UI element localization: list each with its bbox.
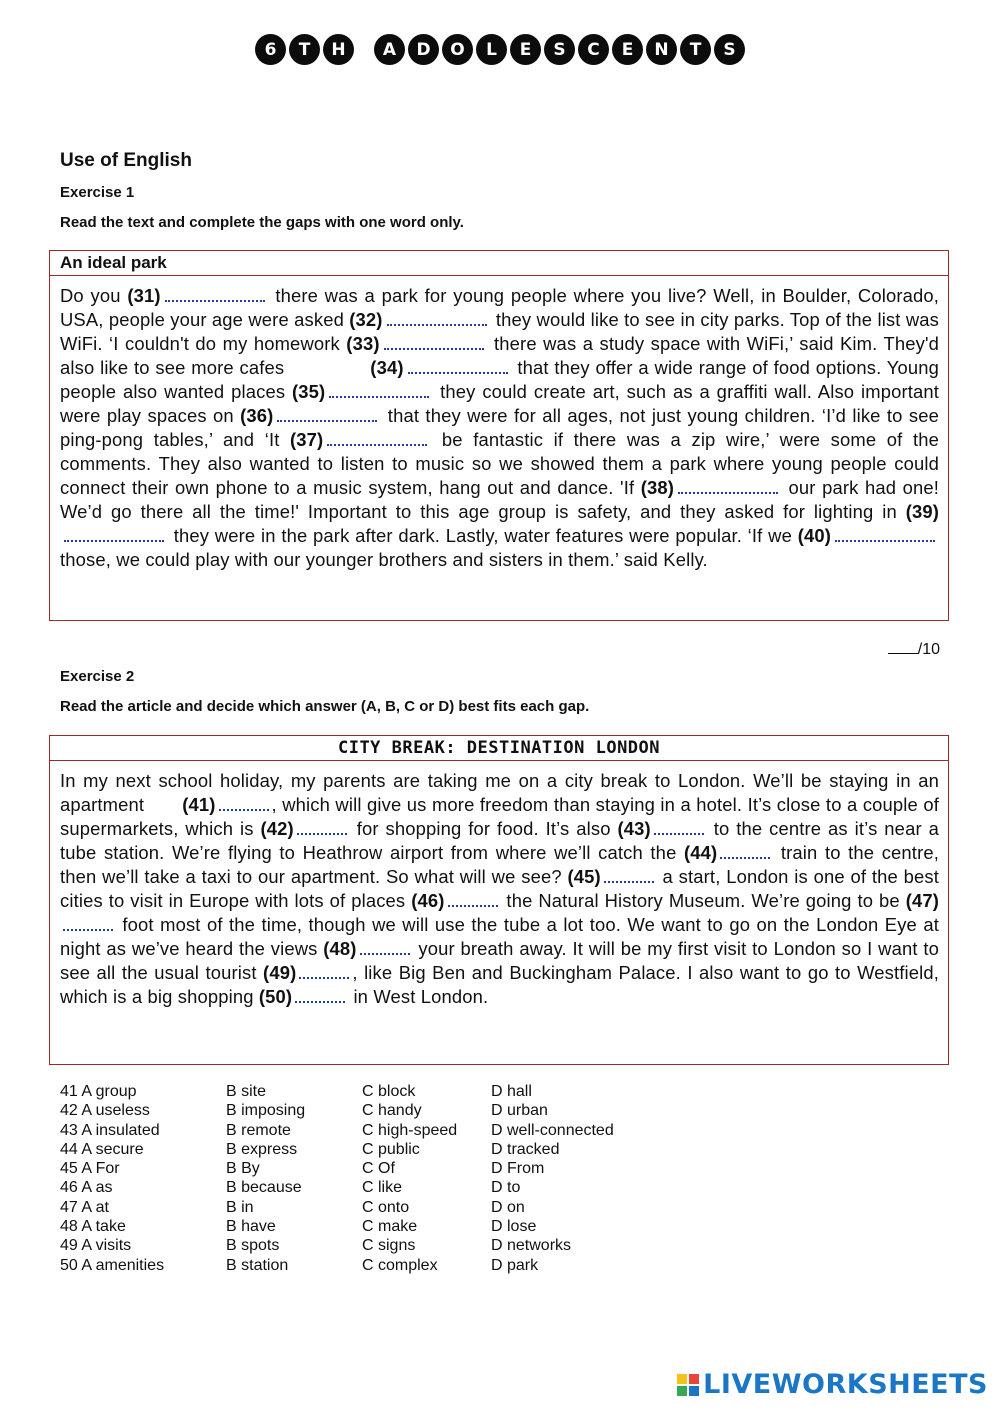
answer-blank[interactable] bbox=[384, 336, 484, 350]
option-cell: D park bbox=[491, 1256, 539, 1274]
exercise-2-box bbox=[49, 735, 949, 1065]
option-cell: C handy bbox=[362, 1102, 422, 1120]
liveworksheets-logo-icon bbox=[677, 1374, 699, 1396]
exercise-2-instruction: Read the article and decide which answer (A, B, C or D) best fits each gap. bbox=[60, 698, 590, 715]
answer-blank[interactable] bbox=[63, 917, 113, 931]
option-row bbox=[60, 1256, 671, 1275]
option-row bbox=[60, 1121, 671, 1140]
title-letter: A bbox=[374, 34, 405, 65]
title-letter: O bbox=[442, 34, 473, 65]
option-cell: C like bbox=[362, 1179, 403, 1197]
title-letter: S bbox=[544, 34, 575, 65]
title-letter: H bbox=[323, 34, 354, 65]
gap-number: (49) bbox=[263, 962, 297, 983]
option-cell: C make bbox=[362, 1218, 418, 1236]
gap-number: (40) bbox=[797, 525, 831, 546]
option-cell: C Of bbox=[362, 1160, 395, 1178]
option-cell: 43 A insulated bbox=[60, 1121, 160, 1139]
option-cell: B By bbox=[226, 1160, 260, 1178]
title-letter: D bbox=[408, 34, 439, 65]
gap-number: (50) bbox=[258, 986, 293, 1007]
title-letter: C bbox=[578, 34, 609, 65]
answer-blank[interactable] bbox=[408, 360, 508, 374]
answer-blank[interactable] bbox=[835, 528, 935, 542]
title-letter: E bbox=[612, 34, 643, 65]
gap-number: (32) bbox=[349, 309, 383, 330]
gap-number: (31) bbox=[127, 285, 161, 306]
option-cell: B have bbox=[226, 1218, 276, 1236]
gap-number: (42) bbox=[260, 818, 294, 839]
option-cell: 47 A at bbox=[60, 1198, 109, 1216]
answer-blank[interactable] bbox=[678, 480, 778, 494]
exercise-1-box bbox=[49, 250, 949, 621]
logo-square bbox=[677, 1374, 687, 1384]
option-row bbox=[60, 1101, 671, 1120]
title-letter: L bbox=[476, 34, 507, 65]
option-cell: C onto bbox=[362, 1198, 410, 1216]
option-row bbox=[60, 1159, 671, 1178]
option-cell: 48 A take bbox=[60, 1218, 126, 1236]
gap-number: (46) bbox=[411, 890, 445, 911]
logo-square bbox=[677, 1386, 687, 1396]
answer-blank[interactable] bbox=[64, 528, 164, 542]
option-cell: 46 A as bbox=[60, 1179, 113, 1197]
gap-number: (33) bbox=[346, 333, 380, 354]
option-cell: D to bbox=[491, 1179, 521, 1197]
option-cell: 50 A amenities bbox=[60, 1256, 165, 1274]
liveworksheets-logo-text: LIVEWORKSHEETS bbox=[703, 1369, 988, 1400]
option-cell: 44 A secure bbox=[60, 1140, 144, 1158]
option-cell: D tracked bbox=[491, 1140, 560, 1158]
answer-blank[interactable] bbox=[295, 989, 345, 1003]
gap-number: (41) bbox=[182, 794, 216, 815]
title-letter: E bbox=[510, 34, 541, 65]
logo-square bbox=[689, 1386, 699, 1396]
option-row bbox=[60, 1236, 671, 1255]
answer-blank[interactable] bbox=[360, 941, 410, 955]
option-cell: 41 A group bbox=[60, 1083, 137, 1100]
gap-number: (39) bbox=[905, 501, 939, 522]
answer-options bbox=[60, 1082, 671, 1275]
title-letter: 6 bbox=[255, 34, 286, 65]
option-cell: C high-speed bbox=[362, 1121, 458, 1139]
option-row bbox=[60, 1140, 671, 1159]
option-row bbox=[60, 1217, 671, 1236]
exercise-1-label: Exercise 1 bbox=[60, 184, 135, 201]
answer-blank[interactable] bbox=[297, 821, 347, 835]
option-cell: B spots bbox=[226, 1237, 280, 1255]
option-cell: B site bbox=[226, 1083, 267, 1100]
answer-blank[interactable] bbox=[277, 408, 377, 422]
score-blank[interactable] bbox=[888, 639, 918, 654]
answer-blank[interactable] bbox=[219, 797, 269, 811]
answer-blank[interactable] bbox=[327, 432, 427, 446]
option-cell: C public bbox=[362, 1140, 420, 1158]
gap-number: (47) bbox=[905, 890, 940, 911]
gap-number: (44) bbox=[684, 842, 718, 863]
liveworksheets-logo bbox=[677, 1369, 988, 1400]
gap-number: (48) bbox=[323, 938, 357, 959]
answer-blank[interactable] bbox=[387, 312, 487, 326]
exercise-2-box-title: CITY BREAK: DESTINATION LONDON bbox=[50, 736, 948, 761]
option-cell: D hall bbox=[491, 1083, 532, 1100]
answer-blank[interactable] bbox=[604, 869, 654, 883]
option-cell: B imposing bbox=[226, 1102, 306, 1120]
option-cell: D well-connected bbox=[491, 1121, 614, 1139]
option-row bbox=[60, 1082, 671, 1101]
title-letter: S bbox=[714, 34, 745, 65]
answer-blank[interactable] bbox=[165, 288, 265, 302]
exercise-1-box-title: An ideal park bbox=[50, 251, 948, 276]
option-cell: B in bbox=[226, 1198, 254, 1216]
option-cell: C complex bbox=[362, 1256, 438, 1274]
logo-square bbox=[689, 1374, 699, 1384]
exercise-2-text: In my next school holiday, my parents are taking me on a city break to London. We’ll be staying in an apartment (41) , which will give us more freedom than staying in a hotel. It’s close to a couple of supermarkets, which is (42) for shopping for food. It’s also (43) to the centre as it’s near a tube station. We’re flying to Heathrow airport from where we’ll catch the (44) train to the centre, then we’ll take a taxi to our apartment. So what will we see? (45) a start, London is one of the best cities to visit in Europe with lots of places (46) the Natural History Museum. We’re going to be (47) foot most of the time, though we will use the tube a lot too. We want to go on the London Eye at night as we’ve heard the views (48) your breath away. It will be my first visit to London so I want to see all the usual tourist (49) , like Big Ben and Buckingham Palace. I also want to go to Westfield, which is a big shopping (50) in West London. bbox=[60, 770, 940, 1007]
exercise-1-instruction: Read the text and complete the gaps with one word only. bbox=[60, 214, 464, 231]
exercise-2-label: Exercise 2 bbox=[60, 668, 135, 685]
option-cell: D From bbox=[491, 1160, 545, 1178]
exercise-1-text: Do you (31) there was a park for young people where you live? Well, in Boulder, Colorado, USA, people your age were asked (32) they would like to see in city parks. Top of the list was WiFi. ‘I couldn't do my homework (33) there was a study space with WiFi,’ said Kim. They'd also like to see more cafes (34) that they offer a wide range of food options. Young people also wanted places (35) they could create art, such as a graffiti wall. Also important were play spaces on (36) that they were for all ages, not just young children. ‘I’d like to see ping-pong tables,’ and ‘It (37) be fantastic if there was a zip wire,’ were some of the comments. They also wanted to listen to music so we showed them a park where young people could connect their own phone to a music system, hang out and dance. 'If (38) our park had one! We’d go there all the time!' Important to this age group is safety, and they asked for lighting in (39) they were in the park after dark. Lastly, water features were popular. ‘If we (40) those, we could play with our younger brothers and sisters in them.’ said Kelly. bbox=[60, 285, 940, 570]
gap-number: (36) bbox=[240, 405, 274, 426]
answer-blank[interactable] bbox=[720, 845, 770, 859]
option-cell: B because bbox=[226, 1179, 302, 1197]
option-cell: D networks bbox=[491, 1237, 572, 1255]
gap-number: (37) bbox=[290, 429, 324, 450]
option-cell: D on bbox=[491, 1198, 525, 1216]
gap-number: (34) bbox=[370, 357, 404, 378]
option-cell: C block bbox=[362, 1083, 416, 1100]
section-title: Use of English bbox=[60, 150, 192, 171]
gap-number: (45) bbox=[567, 866, 601, 887]
answer-blank[interactable] bbox=[299, 965, 349, 979]
title-letter: T bbox=[289, 34, 320, 65]
option-row bbox=[60, 1178, 671, 1197]
title-letter: N bbox=[646, 34, 677, 65]
answer-blank[interactable] bbox=[329, 384, 429, 398]
option-cell: B station bbox=[226, 1256, 289, 1274]
option-cell: 42 A useless bbox=[60, 1102, 150, 1120]
option-cell: 45 A For bbox=[60, 1160, 120, 1178]
gap-number: (43) bbox=[617, 818, 651, 839]
option-cell: D urban bbox=[491, 1102, 548, 1120]
page-title bbox=[0, 34, 1000, 65]
score bbox=[888, 639, 940, 659]
answer-blank[interactable] bbox=[654, 821, 704, 835]
option-cell: B express bbox=[226, 1140, 298, 1158]
score-total: /10 bbox=[917, 641, 940, 658]
gap-number: (38) bbox=[640, 477, 675, 498]
option-row bbox=[60, 1198, 671, 1217]
option-cell: B remote bbox=[226, 1121, 291, 1139]
title-letter: T bbox=[680, 34, 711, 65]
option-cell: D lose bbox=[491, 1218, 537, 1236]
gap-number: (35) bbox=[292, 381, 326, 402]
option-cell: 49 A visits bbox=[60, 1237, 132, 1255]
answer-blank[interactable] bbox=[448, 893, 498, 907]
option-cell: C signs bbox=[362, 1237, 416, 1255]
